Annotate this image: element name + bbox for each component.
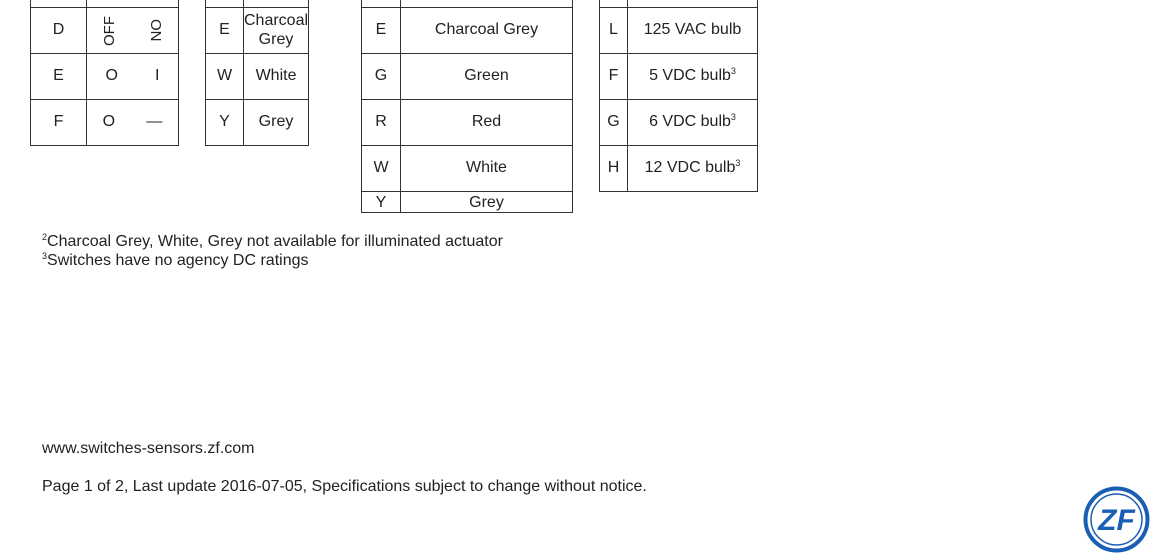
option-label: 6 VDC bulb$^3$	[628, 100, 758, 146]
table-row	[31, 8, 179, 54]
table-row	[362, 54, 573, 100]
option-label: 12 VDC bulb$^3$	[628, 146, 758, 192]
option-label: Green	[401, 54, 573, 100]
footnote-ref: 3	[730, 112, 736, 123]
option-code: E	[31, 54, 87, 100]
option-code: W	[362, 146, 401, 192]
off-marking: OFF	[101, 15, 119, 46]
off-marking: O	[105, 67, 118, 85]
zf-logo-icon	[1083, 486, 1150, 553]
page-info: Page 1 of 2, Last update 2016-07-05, Specifications subject to change without notice.	[42, 478, 647, 495]
table-row	[362, 192, 573, 213]
table-row	[206, 100, 309, 146]
footnote: $^3$Switches have no agency DC ratings	[42, 251, 309, 269]
option-label: 125 VAC bulb	[628, 8, 758, 54]
table-row	[362, 100, 573, 146]
option-label: White	[244, 54, 309, 100]
option-label: Grey	[244, 100, 309, 146]
actuator-marking-table	[30, 0, 179, 146]
option-label: Red	[401, 100, 573, 146]
footnote-ref: 3	[730, 66, 736, 77]
option-code: F	[31, 100, 87, 146]
option-code: Y	[362, 192, 401, 213]
option-label: Charcoal Grey	[401, 8, 573, 54]
footnote-ref: 3	[735, 158, 741, 169]
table-row	[600, 54, 758, 100]
table-row	[362, 8, 573, 54]
option-code: L	[600, 8, 628, 54]
cap-color-table	[361, 0, 573, 213]
option-code: D	[31, 8, 87, 54]
option-label: Grey	[401, 192, 573, 213]
on-marking: —	[146, 113, 163, 131]
option-code: E	[206, 8, 244, 54]
option-code: H	[600, 146, 628, 192]
option-label: White	[401, 146, 573, 192]
table-row	[362, 146, 573, 192]
actuator-color-table	[205, 0, 309, 146]
option-code: R	[362, 100, 401, 146]
table-row	[600, 146, 758, 192]
option-code: E	[362, 8, 401, 54]
footnote: $^2$Charcoal Grey, White, Grey not available for illuminated actuator	[42, 232, 503, 250]
off-marking: O	[102, 113, 116, 131]
on-marking: ON	[146, 19, 164, 42]
option-label: 5 VDC bulb$^3$	[628, 54, 758, 100]
option-code: W	[206, 54, 244, 100]
option-code: Y	[206, 100, 244, 146]
table-row	[31, 100, 179, 146]
option-code: G	[362, 54, 401, 100]
bulb-table	[599, 0, 758, 192]
table-row	[206, 8, 309, 54]
table-row	[31, 54, 179, 100]
option-code: F	[600, 54, 628, 100]
website-url: www.switches-sensors.zf.com	[42, 440, 255, 457]
table-row	[600, 100, 758, 146]
logo-text: ZF	[1098, 504, 1135, 537]
table-row	[600, 8, 758, 54]
table-row	[206, 54, 309, 100]
on-marking: I	[155, 67, 160, 85]
option-label: Charcoal Grey	[244, 8, 309, 54]
option-code: G	[600, 100, 628, 146]
